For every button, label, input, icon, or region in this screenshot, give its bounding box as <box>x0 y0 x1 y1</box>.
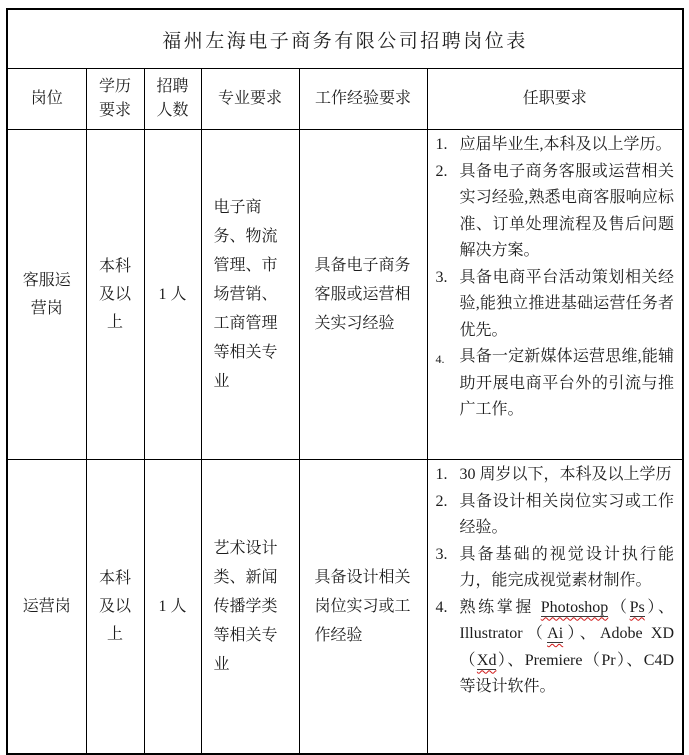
requirement-item <box>433 265 675 345</box>
column-header-position: 岗位 <box>7 69 86 130</box>
requirement-text: 具备电商平台活动策划相关经验,能独立推进基础运营任务者优先。 <box>459 268 675 339</box>
requirement-item <box>433 462 675 489</box>
requirement-text: 应届毕业生,本科及以上学历。 <box>459 136 672 153</box>
requirement-item <box>433 132 675 159</box>
column-header-requirements: 任职要求 <box>427 69 683 130</box>
spellcheck-squiggle-text: Xd <box>476 651 497 669</box>
spellcheck-squiggle-text: Ps <box>629 598 645 616</box>
recruitment-table <box>6 8 684 755</box>
requirements-list <box>433 462 675 701</box>
education-cell: 本科及以上 <box>86 460 144 755</box>
requirement-text: 具备一定新媒体运营思维,能辅助开展电商平台外的引流与推广工作。 <box>459 348 675 418</box>
requirements-cell <box>427 460 683 755</box>
requirement-number: 1. <box>435 136 448 153</box>
requirement-text: 30 周岁以下，本科及以上学历 <box>459 466 672 483</box>
column-header-major: 专业要求 <box>201 69 299 130</box>
major-cell: 艺术设计类、新闻传播学类等相关专业 <box>201 460 299 755</box>
requirement-number: 2. <box>435 492 448 510</box>
requirement-text: 熟练掌握 Photoshop（Ps）、Illustrator（Ai）、Adobe XD（Xd）、Premiere（Pr）、C4D 等设计软件。 <box>459 598 675 695</box>
headcount-cell: 1 人 <box>144 130 201 460</box>
column-header-experience: 工作经验要求 <box>299 69 427 130</box>
requirement-item <box>433 489 675 542</box>
table-row <box>7 130 683 460</box>
requirement-text: 具备基础的视觉设计执行能力，能完成视觉素材制作。 <box>459 545 675 589</box>
table-row <box>7 460 683 755</box>
position-cell: 运营岗 <box>7 460 86 755</box>
requirements-cell <box>427 130 683 460</box>
header-row <box>7 69 683 130</box>
requirement-item <box>433 542 675 595</box>
table-title: 福州左海电子商务有限公司招聘岗位表 <box>7 9 683 69</box>
requirement-text: 具备设计相关岗位实习或工作经验。 <box>459 492 675 536</box>
requirement-number: 3. <box>435 268 448 286</box>
column-header-education: 学历要求 <box>86 69 144 130</box>
requirements-list <box>433 132 675 424</box>
requirement-number: 3. <box>435 545 448 563</box>
requirement-number: 4. <box>435 352 445 366</box>
requirement-item <box>433 595 675 701</box>
requirement-text: 具备电子商务客服或运营相关实习经验,熟悉电商客服响应标准、订单处理流程及售后问题解决方案。 <box>459 162 675 259</box>
requirement-number: 1. <box>435 466 448 483</box>
requirement-item <box>433 344 675 424</box>
requirement-number: 4. <box>435 598 448 616</box>
requirement-item <box>433 159 675 265</box>
spellcheck-squiggle-text: Photoshop <box>540 598 609 616</box>
experience-cell: 具备电子商务客服或运营相关实习经验 <box>299 130 427 460</box>
education-cell: 本科及以上 <box>86 130 144 460</box>
major-cell: 电子商务、物流管理、市场营销、工商管理等相关专业 <box>201 130 299 460</box>
headcount-cell: 1 人 <box>144 460 201 755</box>
experience-cell: 具备设计相关岗位实习或工作经验 <box>299 460 427 755</box>
position-cell: 客服运营岗 <box>7 130 86 460</box>
column-header-headcount: 招聘人数 <box>144 69 201 130</box>
spellcheck-squiggle-text: Ai <box>547 625 564 642</box>
title-row <box>7 9 683 69</box>
requirement-number: 2. <box>435 162 448 180</box>
